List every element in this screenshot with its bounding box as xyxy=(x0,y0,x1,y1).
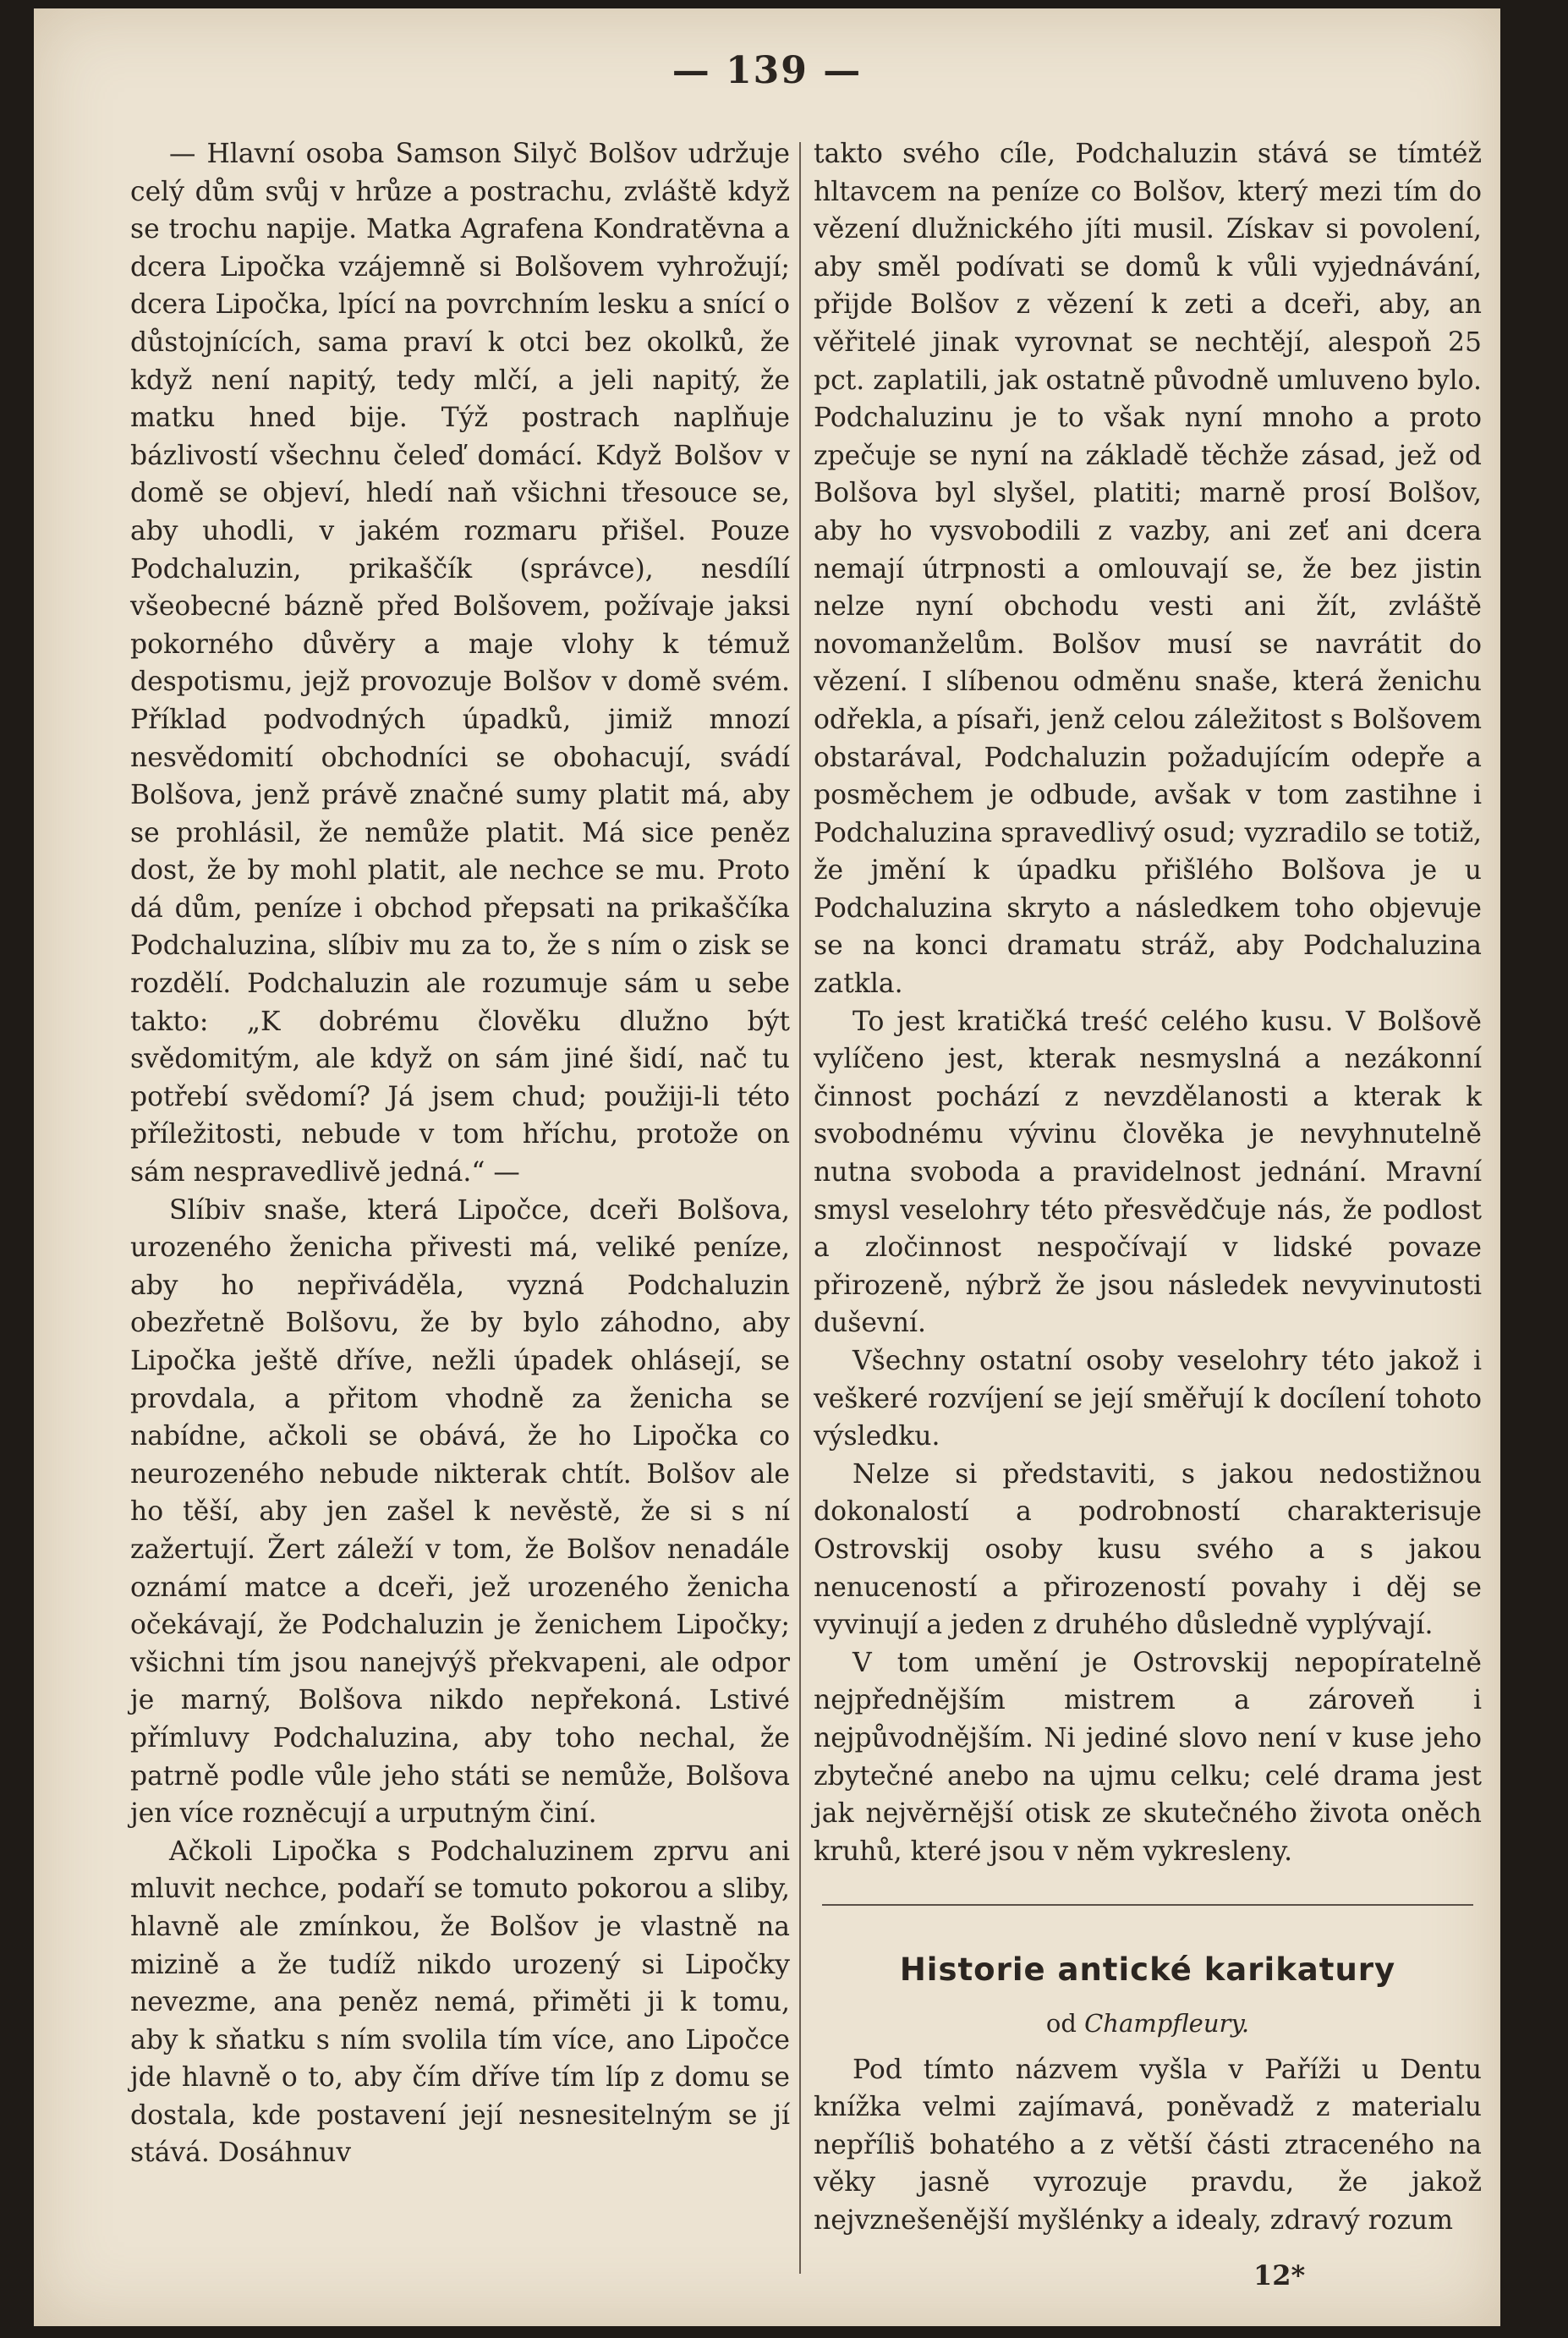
paragraph: Nelze si představiti, s jakou nedostižnou dokonalostí a podrobností charakterisuje Ostrovskij osoby kusu svého a s jakou nenuceností a přirozeností povahy i děj se vyvinují a jeden z druhého důsledně vyplývají. xyxy=(814,1458,1482,1641)
paragraph: — Hlavní osoba Samson Silyč Bolšov udržuje celý dům svůj v hrůze a postrachu, zvláště když se trochu napije. Matka Agrafena Kondratěvna a dcera Lipočka vzájemně si Bolšovem vyhrožují; dcera Lipočka, lpící na povrchním lesku a snící o důstojnících, sama praví k otci bez okolků, že když není napitý, tedy mlčí, a jeli napitý, že matku hned bije. Týž postrach naplňuje bázlivostí všechnu čeleď domácí. Když Bolšov v domě se objeví, hledí naň všichni třesouce se, aby uhodli, v jakém rozmaru přišel. Pouze Podchaluzin, prikaščík (správce), nesdílí všeobecné bázně před Bolšovem, požívaje jaksi pokorného důvěry a maje vlohy k témuž despotismu, jejž provozuje Bolšov v domě svém. Příklad podvodných úpadků, jimiž mnozí nesvědomití obchodníci se obohacují, svádí Bolšova, jenž právě značné sumy platit má, aby se prohlásil, že nemůže platit. Má sice peněz dost, že by mohl platit, ale nechce se mu. Proto dá dům, peníze i obchod přepsati na prikaščíka Podchaluzina, slíbiv mu za to, že s ním o zisk se rozdělí. Podchaluzin ale rozumuje sám u sebe takto: „K dobrému člověku dlužno být svědomitým, ale když on sám jiné šidí, nač tu potřebí svědomí? Já jsem chud; použiji-li této příležitosti, nebude v tom hříchu, protože on sám nespravedlivě jedná.“ — xyxy=(130,139,790,1188)
article-paragraph: Pod tímto názvem vyšla v Paříži u Dentu knížka velmi zajímavá, poněvadž z materialu nepříliš bohatého a z větší části ztraceného na věky jasně vyrozuje pravdu, že jakož nejvznešenější myšlénky a idealy, zdravý rozum xyxy=(814,2054,1482,2236)
article-author: Champfleury. xyxy=(1084,2008,1250,2038)
paragraph: Ačkoli Lipočka s Podchaluzinem zprvu ani mluvit nechce, podaří se tomuto pokorou a sliby, hlavně ale zmínkou, že Bolšov je vlastně na mizině a že tudíž nikdo urozený si Lipočky nevezme, ana peněz nemá, přiměti ji k tomu, aby k sňatku s ním svolila tím více, ano Lipočce jde hlavně o to, aby čím dříve tím líp z domu se dostala, kde postavení její nesnesitelným se jí stává. Dosáhnuv xyxy=(130,1836,790,2169)
paragraph: Všechny ostatní osoby veselohry této jakož i veškeré rozvíjení se její směřují k docílení tohoto výsledku. xyxy=(814,1346,1482,1452)
page-number: — 139 — xyxy=(672,49,863,92)
signature-mark: 12* xyxy=(1253,2259,1306,2291)
article-title: Historie antické karikatury xyxy=(899,1951,1396,1989)
right-column xyxy=(814,135,1482,2239)
paragraph: V tom umění je Ostrovskij nepopíratelně nejpřednějším mistrem a zároveň i nejpůvodnějším. Ni jediné slovo není v kuse jeho zbytečné anebo na ujmu celku; celé drama jest jak nejvěrnější otisk ze skutečného života oněch kruhů, které jsou v něm vykresleny. xyxy=(814,1647,1482,1867)
paragraph: To jest kratičká treść celého kusu. V Bolšově vylíčeno jest, kterak nesmyslná a nezákonní činnost pochází z nevzdělanosti a kterak k svobodnému vývinu člověka je nevyhnutelně nutna svoboda a pravidelnost jednání. Mravní smysl veselohry této přesvědčuje nás, že podlost a zločinnost nespočívají v lidské povaze přirozeně, nýbrž že jsou následek nevyvinutosti duševní. xyxy=(814,1006,1482,1339)
section-separator xyxy=(822,1904,1473,1906)
book-page xyxy=(34,8,1500,2326)
article-byline xyxy=(814,2005,1482,2043)
paragraph: takto svého cíle, Podchaluzin stává se tímtéž hltavcem na peníze co Bolšov, který mezi tím do vězení dlužnického jíti musil. Získav si povolení, aby směl podívati se domů k vůli vyjednávání, přijde Bolšov z vězení k zeti a dceři, aby, an věřitelé jinak vyrovnat se nechtějí, alespoň 25 pct. zaplatili, jak ostatně původně umluveno bylo. Podchaluzinu je to však nyní mnoho a proto zpečuje se nyní na základě těchže zásad, jež od Bolšova byl slyšel, platiti; marně prosí Bolšov, aby ho vysvobodili z vazby, ani zeť ani dcera nemají útrpnosti a omlouvají se, že bez jistin nelze nyní obchodu vesti ani žít, zvláště novomanželům. Bolšov musí se navrátit do vězení. I slíbenou odměnu snaše, která ženichu odřekla, a písaři, jenž celou záležitost s Bolšovem obstarával, Podchaluzin požadujícím odepře a posměchem je odbude, avšak v tom zastihne i Podchaluzina spravedlivý osud; vyzradilo se totiž, že jmění k úpadku přišlého Bolšova je u Podchaluzina skryto a následkem toho objevuje se na konci dramatu stráž, aby Podchaluzina zatkla. xyxy=(814,139,1482,1000)
byline-prefix: od xyxy=(1045,2008,1077,2038)
paragraph: Slíbiv snaše, která Lipočce, dceři Bolšova, urozeného ženicha přivesti má, veliké peníze, aby ho nepřiváděla, vyzná Podchaluzin obezřetně Bolšovu, že by bylo záhodno, aby Lipočka ještě dříve, nežli úpadek ohlásejí, se provdala, a přitom vhodně za ženicha se nabídne, ačkoli se obává, že ho Lipočka co neurozeného nebude nikterak chtít. Bolšov ale ho těší, aby jen zašel k nevěstě, že si s ní zažertují. Žert záleží v tom, že Bolšov nenadále oznámí matce a dceři, jež urozeného ženicha očekávají, že Podchaluzin je ženichem Lipočky; všichni tím jsou nanejvýš překvapeni, ale odpor je marný, Bolšova nikdo nepřekoná. Lstivé přímluvy Podchaluzina, aby toho nechal, že patrně podle vůle jeho státi se nemůže, Bolšova jen více rozněcují a urputným činí. xyxy=(130,1194,790,1830)
column-divider xyxy=(799,142,801,2274)
left-column xyxy=(130,135,790,2172)
